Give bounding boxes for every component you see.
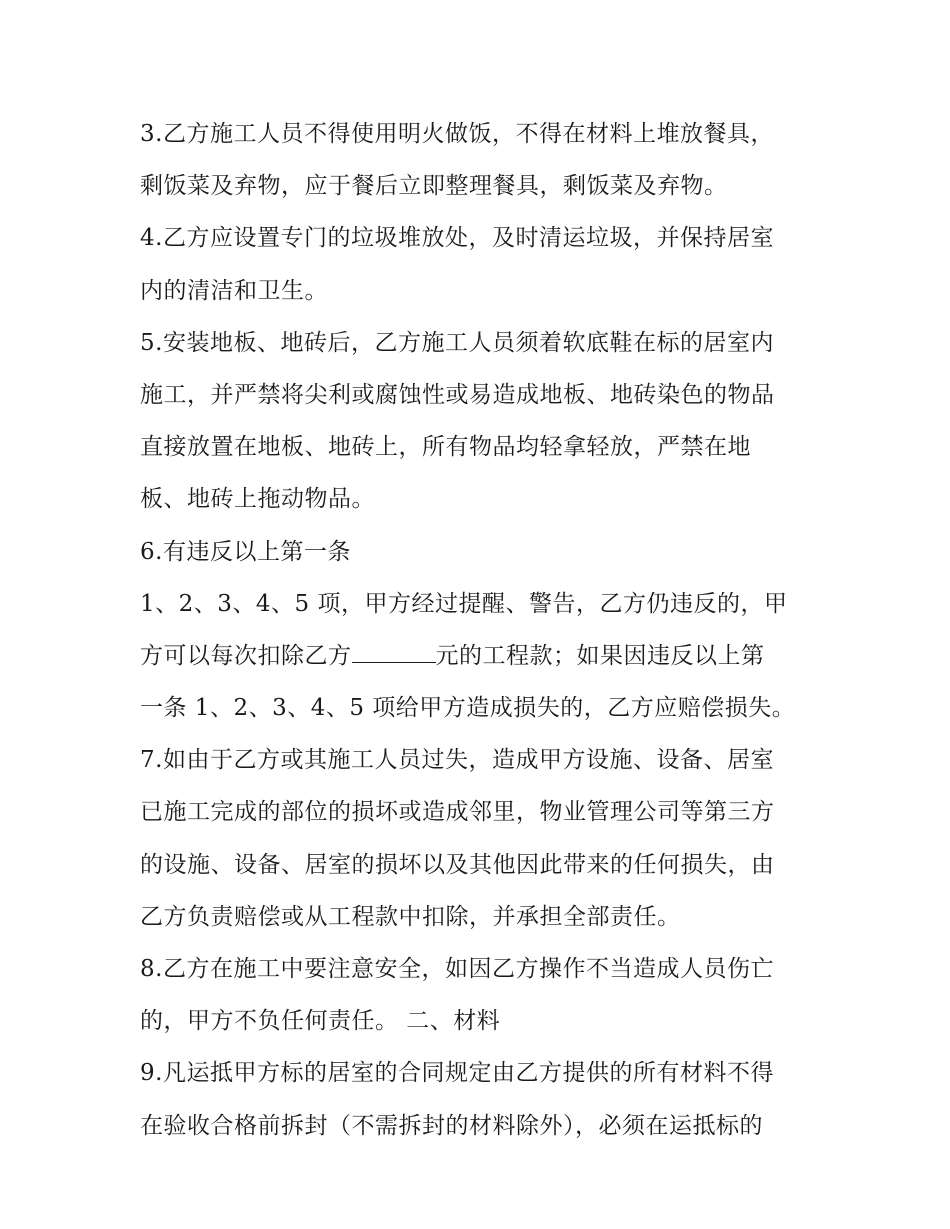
text-line: 3.乙方施工人员不得使用明火做饭，不得在材料上堆放餐具， <box>140 121 774 147</box>
text-line: 的，甲方不负任何责任。 二、材料 <box>140 1008 501 1035</box>
text-segment: 方可以每次扣除乙方 <box>140 642 352 669</box>
text-line: 施工，并严禁将尖利或腐蚀性或易造成地板、地砖染色的物品 <box>140 381 775 408</box>
text-line: 的设施、设备、居室的损坏以及其他因此带来的任何损失，由 <box>140 851 775 878</box>
text-line: 7.如由于乙方或其施工人员过失，造成甲方设施、设备、居室 <box>140 747 774 774</box>
text-line: 在验收合格前拆封（不需拆封的材料除外），必须在运抵标的 <box>140 1112 763 1139</box>
fill-in-blank <box>352 644 436 663</box>
text-line-with-blank <box>140 630 812 682</box>
text-line: 1、2、3、4、5 项，甲方经过提醒、警告，乙方仍违反的，甲 <box>140 590 788 617</box>
document-body <box>140 108 812 1152</box>
text-line: 内的清洁和卫生。 <box>140 277 328 304</box>
text-line: 一条 1、2、3、4、5 项给甲方造成损失的，乙方应赔偿损失。 <box>140 695 796 722</box>
text-line: 6.有违反以上第一条 <box>140 538 351 565</box>
text-line: 乙方负责赔偿或从工程款中扣除，并承担全部责任。 <box>140 903 681 930</box>
text-segment: 元的工程款；如果因违反以上第 <box>435 642 765 669</box>
text-line: 剩饭菜及弃物，应于餐后立即整理餐具，剩饭菜及弃物。 <box>140 173 728 200</box>
text-line: 板、地砖上拖动物品。 <box>140 486 375 513</box>
text-line: 8.乙方在施工中要注意安全，如因乙方操作不当造成人员伤亡 <box>140 956 774 982</box>
text-line: 5.安装地板、地砖后，乙方施工人员须着软底鞋在标的居室内 <box>140 329 774 356</box>
text-line: 已施工完成的部位的损坏或造成邻里，物业管理公司等第三方 <box>140 799 775 826</box>
text-line: 9.凡运抵甲方标的居室的合同规定由乙方提供的所有材料不得 <box>140 1060 774 1087</box>
text-line: 4.乙方应设置专门的垃圾堆放处，及时清运垃圾，并保持居室 <box>140 225 774 252</box>
text-line: 直接放置在地板、地砖上，所有物品均轻拿轻放，严禁在地 <box>140 434 751 461</box>
